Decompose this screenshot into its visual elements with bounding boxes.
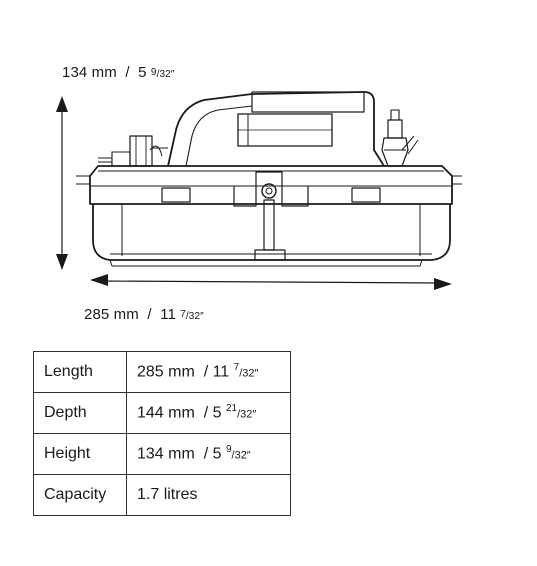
- spec-label-capacity: Capacity: [34, 475, 127, 516]
- height-mm-text: 134 mm: [62, 64, 117, 81]
- height-separator: /: [125, 64, 130, 81]
- height-sep: /: [203, 445, 209, 463]
- width-inch-whole: 11: [160, 306, 176, 323]
- width-inch-numerator: 7: [180, 309, 186, 320]
- height-inch-numerator: 9: [150, 67, 157, 78]
- table-row: [34, 393, 291, 434]
- width-separator: /: [147, 306, 152, 323]
- spec-value-height: [127, 434, 291, 475]
- height-arrow: [56, 96, 68, 270]
- length-inch-numerator: 7: [233, 362, 240, 374]
- depth-sep: /: [203, 404, 209, 422]
- spec-value-depth: [127, 393, 291, 434]
- spec-value-length: [127, 352, 291, 393]
- height-inch-whole: 5: [138, 64, 147, 81]
- length-inch-whole: 11: [212, 363, 230, 381]
- spec-label-length: Length: [34, 352, 127, 393]
- height-inch-denominator: /32″: [156, 69, 175, 80]
- length-inch-denominator: /32″: [239, 367, 259, 380]
- depth-inch-whole: 5: [212, 404, 222, 422]
- specifications-table: [33, 351, 291, 516]
- spec-label-depth: Depth: [34, 393, 127, 434]
- width-mm-text: 285 mm: [84, 306, 139, 323]
- table-row: [34, 475, 291, 516]
- table-row: [34, 352, 291, 393]
- height-inch-whole-cell: 5: [212, 445, 222, 463]
- depth-inch-numerator: 21: [225, 403, 238, 415]
- height-inch-numerator-cell: 9: [225, 444, 232, 456]
- height-inch-denominator-cell: /32″: [231, 449, 251, 462]
- spec-value-capacity: 1.7 litres: [127, 475, 291, 516]
- table-row: [34, 434, 291, 475]
- depth-mm: 144 mm: [137, 404, 195, 422]
- depth-inch-denominator: /32″: [237, 408, 257, 421]
- spec-label-height: Height: [34, 434, 127, 475]
- length-sep: /: [203, 363, 209, 381]
- height-mm: 134 mm: [137, 445, 195, 463]
- length-mm: 285 mm: [137, 363, 195, 381]
- pump-body: [76, 92, 462, 266]
- width-arrow: [90, 274, 452, 290]
- width-inch-denominator: /32″: [185, 311, 204, 322]
